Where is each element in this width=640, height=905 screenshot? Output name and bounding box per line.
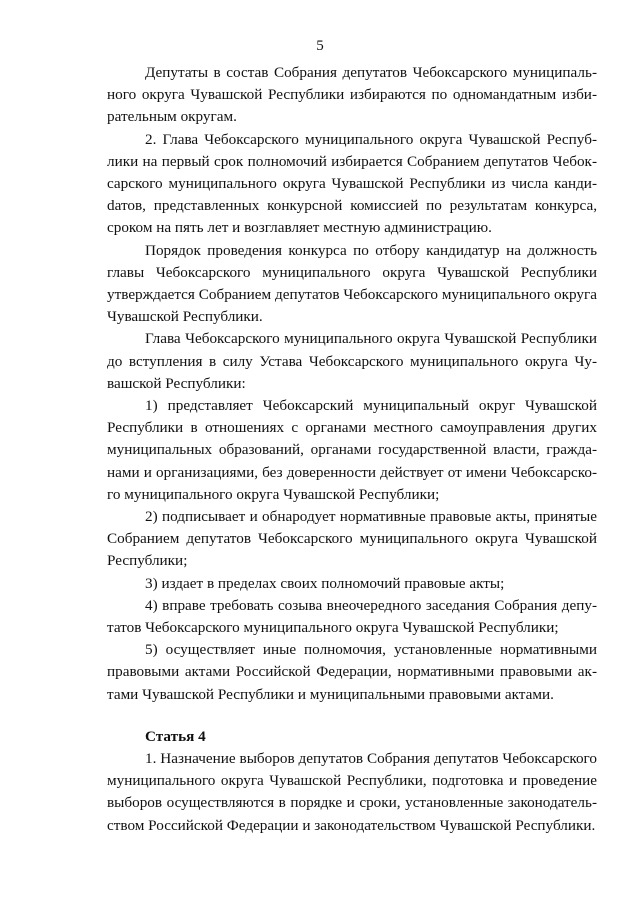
paragraph: Депутаты в состав Собрания депутатов Чебоксарского муниципального округа Чувашской Республики избираются по одномандатным избирательным округам. <box>107 64 597 126</box>
paragraph: Порядок проведения конкурса по отбору кандидатур на должность главы Чебоксарского муниципального округа Чувашской Республики утверждается Собранием депутатов Чебоксарского муниципального округа Чувашской Республики. <box>107 241 597 326</box>
paragraph: 1. Назначение выборов депутатов Собрания депутатов Чебоксарского муниципального округа Чувашской Республики, подготовка и проведение выборов осуществляются в порядке и сроки, установленные законодательством Российской Федерации и законодательством Чувашской Республики. <box>107 749 597 834</box>
article-heading: Статья 4 <box>145 727 206 745</box>
page-number: 5 <box>316 38 324 54</box>
list-item: 2) подписывает и обнародует нормативные правовые акты, принятые Собранием депутатов Чебоксарского муниципального округа Чувашской Республики; <box>107 508 597 570</box>
paragraph: Глава Чебоксарского муниципального округа Чувашской Республики до вступления в силу Устава Чебоксарского муниципального округа Чувашской Республики: <box>107 330 597 392</box>
list-item: 5) осуществляет иные полномочия, установленные нормативными правовыми актами Российской Федерации, нормативными правовыми актами Чувашской Республики и муниципальными правовыми актами. <box>107 641 597 703</box>
paragraph: 2. Глава Чебоксарского муниципального округа Чувашской Республики на первый срок полномочий избирается Собранием депутатов Чебоксарского муниципального округа Чувашской Республики из числа кандиdатов, представленных конкурсной комиссией по результатам конкурса, сроком на пять лет и возглавляет местную администрацию. <box>107 130 597 237</box>
document-body <box>107 62 597 837</box>
list-item: 3) издает в пределах своих полномочий правовые акты; <box>145 574 505 592</box>
list-item: 4) вправе требовать созыва внеочередного заседания Собрания депутатов Чебоксарского муниципального округа Чувашской Республики; <box>107 596 597 637</box>
list-item: 1) представляет Чебоксарский муниципальный округ Чувашской Республики в отношениях с органами местного самоуправления других муниципальных образований, органами государственной власти, гражданами и организациями, без доверенности действует от имени Чебоксарского муниципального округа Чувашской Республики; <box>107 397 597 503</box>
